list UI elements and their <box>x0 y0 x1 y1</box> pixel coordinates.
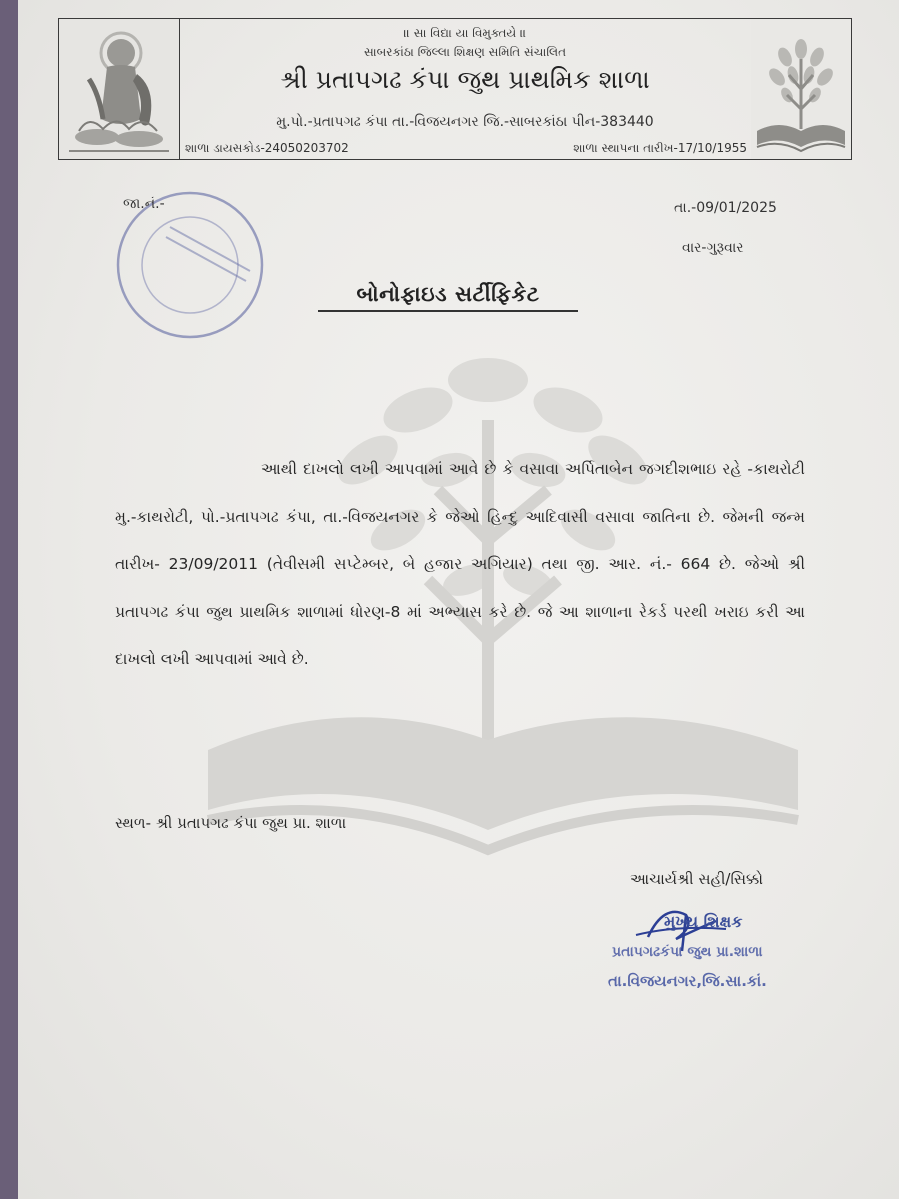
reference-number-label: જા.નં.- <box>123 196 165 212</box>
certificate-date: તા.-09/01/2025 <box>674 200 777 216</box>
saraswati-emblem <box>59 19 180 159</box>
dise-code: શાળા ડાયસકોડ-24050203702 <box>185 141 349 155</box>
stamp-location: તા.વિજયનગર,જિ.સા.કાં. <box>608 972 767 990</box>
school-address: મુ.પો.-પ્રતાપગઢ કંપા તા.-વિજયનગર જિ.-સાબરકાંઠા પીન-383440 <box>276 114 654 130</box>
principal-signature-label: આચાર્યશ્રી સહી/સિક્કો <box>630 870 763 888</box>
school-motto: ॥ સા વિદ્યા યા વિમુક્તયે ॥ <box>403 26 527 40</box>
certificate-page <box>18 0 899 1199</box>
letterhead <box>58 18 852 160</box>
certificate-title: બોનોફાઇડ સર્ટીફિકેટ <box>356 282 540 306</box>
managed-by-line: સાબરકાંઠા જિલ્લા શિક્ષણ સમિતિ સંચાલિત <box>363 45 567 59</box>
stamp-school: પ્રતાપગઢકંપા જુથ પ્રા.શાળા <box>612 944 763 960</box>
tree-book-logo <box>751 19 851 159</box>
place-line: સ્થળ- શ્રી પ્રતાપગઢ કંપા જુથ પ્રા. શાળા <box>115 814 347 832</box>
title-underline <box>318 310 578 312</box>
certificate-day: વાર-ગુરૂવાર <box>682 240 744 256</box>
certificate-body: આથી દાખલો લખી આપવામાં આવે છે કે વસાવા અર્પિતાબેન જગદીશભાઇ રહે -કાથરોટી મુ.-કાથરોટી, પો.-પ્રતાપગઢ કંપા, તા.-વિજયનગર કે જેઓ હિન્દુ આદિવાસી વસાવા જાતિના છે. જેમની જન્મ તારીખ- 23/09/2011 (તેવીસમી સપ્ટેમ્બર, બે હજાર અગિયાર) તથા જી. આર. નં.- 664 છે. જેઓ શ્રી પ્રતાપગઢ કંપા જુથ પ્રાથમિક શાળામાં ધોરણ-8 માં અભ્યાસ કરે છે. જે આ શાળાના રેકર્ડ પરથી ખરાઇ કરી આ દાખલો લખી આપવામાં આવે છે. <box>115 460 805 668</box>
stamp-designation: મુખ્ય શિક્ષક <box>664 912 743 931</box>
established-date: શાળા સ્થાપના તારીખ-17/10/1955 <box>573 141 747 155</box>
school-name: શ્રી પ્રતાપગઢ કંપા જુથ પ્રાથમિક શાળા <box>280 65 650 94</box>
